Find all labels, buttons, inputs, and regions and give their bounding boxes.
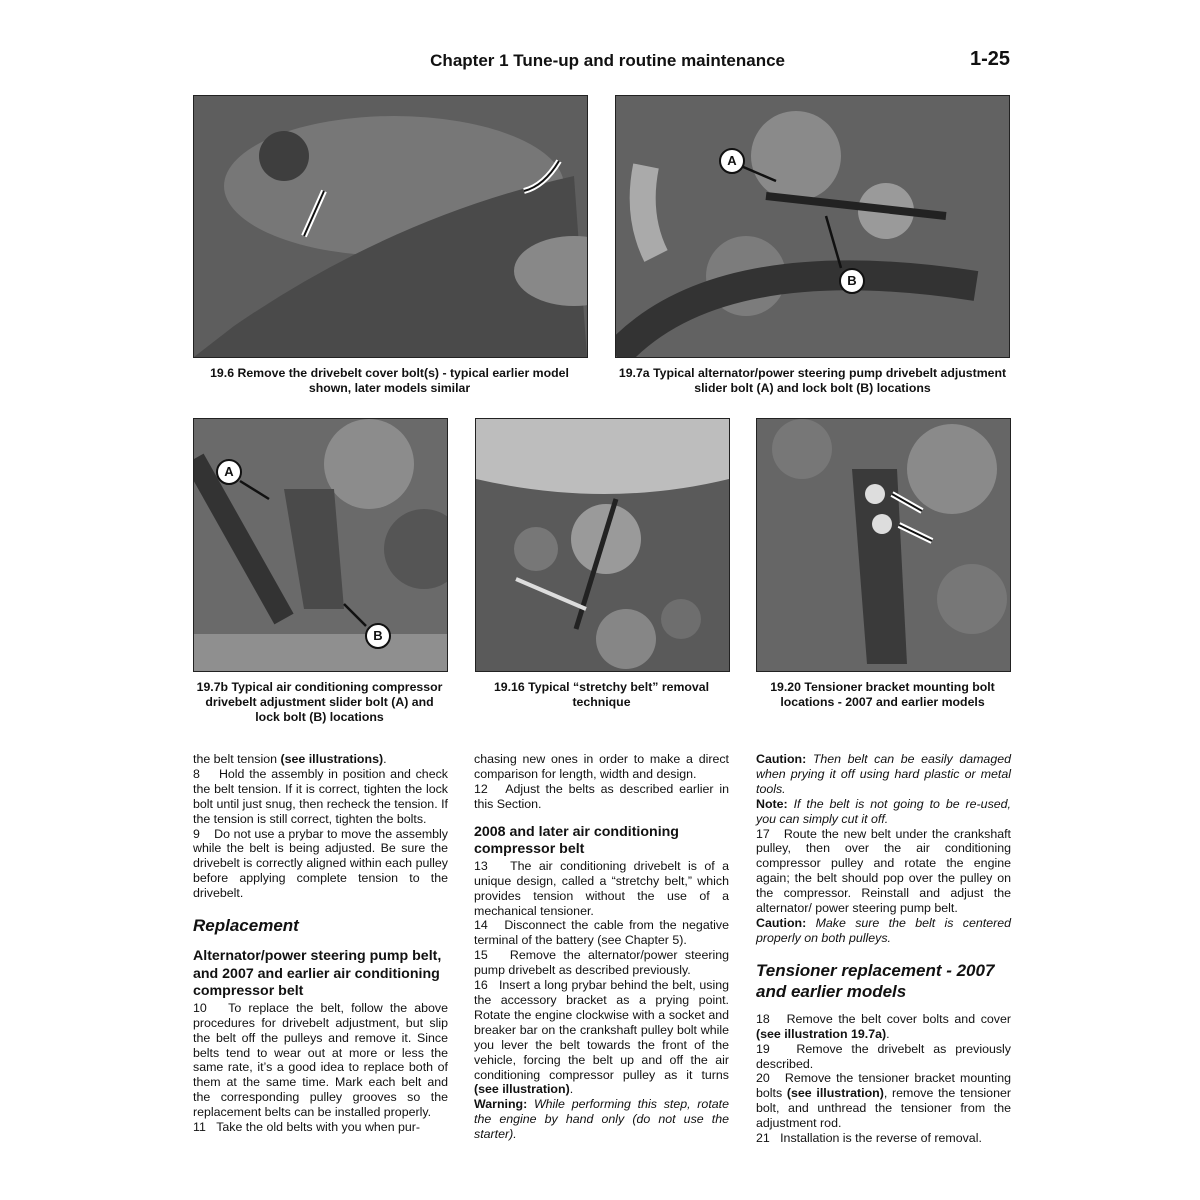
paragraph bbox=[193, 1001, 448, 1120]
text: . bbox=[569, 1082, 574, 1097]
paragraph bbox=[193, 1120, 448, 1135]
text: 21 Installation is the reverse of removal. bbox=[756, 1131, 982, 1146]
callout-a: A bbox=[216, 459, 242, 485]
text: Replacement bbox=[193, 916, 299, 936]
text: 18 Remove the belt cover bolts and cover bbox=[756, 1011, 1011, 1026]
figure-19-16-caption: 19.16 Typical “stretchy belt” removal technique bbox=[493, 680, 710, 709]
figure-19-7a-photo bbox=[615, 95, 1010, 358]
text: 19 Remove the drivebelt as previously described. bbox=[756, 1041, 1011, 1071]
figure-19-7b-caption: 19.7b Typical air conditioning compressor drivebelt adjustment slider bolt (A) and lock bolt (B) locations bbox=[196, 680, 443, 724]
italic-text: Make sure the belt is centered properly on both pulleys. bbox=[756, 915, 1011, 945]
paragraph bbox=[474, 752, 729, 782]
paragraph bbox=[756, 1071, 1011, 1131]
text: 17 Route the new belt under the crankshaft pulley, then over the air conditioning compressor pulley and rotate the engine again; the belt should pop over the pulley on the compressor. Reinstall and adjust the alternator/ power steering pump belt. bbox=[756, 826, 1011, 916]
section-heading bbox=[756, 960, 1011, 1002]
text: . bbox=[886, 1026, 890, 1041]
text: 2008 and later air conditioning compressor belt bbox=[474, 823, 679, 858]
subsection-heading bbox=[193, 948, 448, 1001]
paragraph bbox=[756, 827, 1011, 916]
text: the belt tension bbox=[193, 752, 281, 766]
page-header bbox=[193, 50, 1010, 74]
figure-19-16-photo bbox=[475, 418, 730, 672]
paragraph bbox=[474, 978, 729, 1097]
text: 8 Hold the assembly in position and check the belt tension. If it is correct, tighten the lock bolt until just snug, then recheck the tension. If the tension is still correct, tighten the bolts. bbox=[193, 766, 448, 826]
page-number: 1-25 bbox=[969, 48, 1010, 70]
text: chasing new ones in order to make a direct comparison for length, width and design. bbox=[474, 752, 729, 781]
text-column-2 bbox=[474, 752, 729, 1142]
text: 20 Remove the tensioner bracket mounting bolts bbox=[756, 1071, 1011, 1101]
paragraph bbox=[756, 1042, 1011, 1072]
paragraph bbox=[474, 948, 729, 978]
bold-text: Warning: bbox=[474, 1097, 534, 1112]
text: . bbox=[383, 752, 387, 766]
bold-text: Caution: bbox=[756, 752, 813, 766]
text: 14 Disconnect the cable from the negative terminal of the battery (see Chapter 5). bbox=[474, 918, 729, 948]
figure-19-7b-photo bbox=[193, 418, 448, 672]
figure-19-20-caption: 19.20 Tensioner bracket mounting bolt locations - 2007 and earlier models bbox=[770, 680, 995, 709]
paragraph bbox=[756, 1131, 1011, 1146]
paragraph bbox=[474, 859, 729, 919]
bold-text: (see illustration) bbox=[786, 1086, 884, 1101]
paragraph bbox=[474, 918, 729, 948]
section-heading bbox=[193, 915, 448, 936]
figure-19-6-caption: 19.6 Remove the drivebelt cover bolt(s) - typical earlier model shown, later models similar bbox=[210, 366, 569, 395]
italic-text: Then belt can be easily damaged when prying it off using hard plastic or metal tools. bbox=[756, 752, 1011, 796]
paragraph bbox=[474, 1097, 729, 1142]
paragraph bbox=[756, 752, 1011, 797]
paragraph bbox=[193, 767, 448, 827]
text: 10 To replace the belt, follow the above procedures for drivebelt adjustment, but slip the belt off the pulleys and remove it. Since belts tend to wear out at more or less the same rate, it’s a good idea to replace both of them at the same time. Mark each belt and the corresponding pulley grooves so the replacement belts can be installed properly. bbox=[193, 1000, 448, 1120]
callout-b: B bbox=[839, 268, 865, 294]
text: , remove the tensioner bolt, and unthread the tensioner from the adjustment rod. bbox=[756, 1086, 1011, 1131]
text: 13 The air conditioning drivebelt is of a unique design, called a “stretchy belt,” which provides tension without the use of a mechanical tensioner. bbox=[474, 858, 729, 918]
text: 15 Remove the alternator/power steering pump drivebelt as described previously. bbox=[474, 948, 729, 978]
callout-b: B bbox=[365, 623, 391, 649]
paragraph bbox=[756, 916, 1011, 946]
chapter-title: Chapter 1 Tune-up and routine maintenance bbox=[430, 51, 785, 70]
text-column-1 bbox=[193, 752, 448, 1135]
paragraph bbox=[756, 797, 1011, 827]
bold-text: (see illustration) bbox=[474, 1082, 570, 1097]
text: 11 Take the old belts with you when pur- bbox=[193, 1120, 421, 1135]
callout-a: A bbox=[719, 148, 745, 174]
paragraph bbox=[193, 827, 448, 902]
text: Alternator/power steering pump belt, and 2007 and earlier air conditioning compressor belt bbox=[193, 948, 442, 1000]
bold-text: (see illustration 19.7a) bbox=[756, 1026, 887, 1041]
bold-text: Caution: bbox=[756, 915, 816, 930]
text: 12 Adjust the belts as described earlier in this Section. bbox=[474, 781, 729, 811]
subsection-heading bbox=[474, 824, 729, 859]
text: Tensioner replacement - 2007 and earlier models bbox=[756, 960, 995, 1001]
figure-19-7a-caption: 19.7a Typical alternator/power steering pump drivebelt adjustment slider bolt (A) and lock bolt (B) locations bbox=[618, 366, 1007, 395]
italic-text: If the belt is not going to be re-used, you can simply cut it off. bbox=[756, 796, 1011, 826]
figure-19-6-photo bbox=[193, 95, 588, 358]
paragraph bbox=[193, 752, 448, 767]
bold-text: (see illustrations) bbox=[280, 752, 384, 766]
paragraph bbox=[474, 782, 729, 812]
text: 9 Do not use a prybar to move the assembly while the belt is being adjusted. Be sure the drivebelt is correctly aligned within each pulley before applying complete tension to the drivebelt. bbox=[193, 826, 448, 901]
bold-text: Note: bbox=[756, 796, 794, 811]
text-column-3 bbox=[756, 752, 1011, 1146]
text: 16 Insert a long prybar behind the belt, using the accessory bracket as a prying point. Rotate the engine clockwise with a socket and breaker bar on the crankshaft pulley bolt while you lever the belt towards the front of the vehicle, forcing the belt up and off the air conditioning compressor pulley as it turns bbox=[474, 978, 729, 1082]
paragraph bbox=[756, 1012, 1011, 1042]
italic-text: While performing this step, rotate the engine by hand only (do not use the starter). bbox=[474, 1097, 729, 1142]
figure-19-20-photo bbox=[756, 418, 1011, 672]
